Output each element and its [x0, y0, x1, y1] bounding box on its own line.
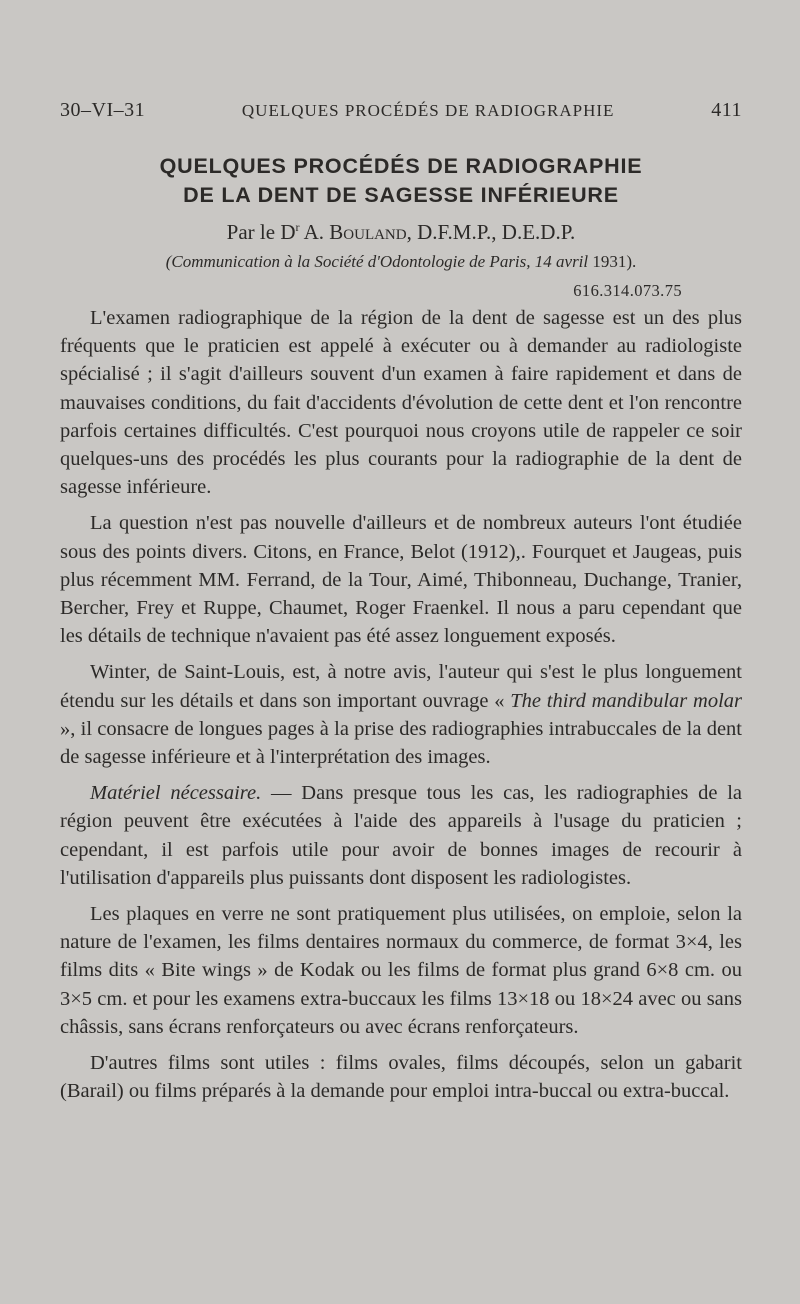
paragraph-4 — [60, 779, 742, 892]
article-title — [60, 152, 742, 210]
header-date: 30–VI–31 — [60, 99, 146, 121]
byline-prefix: Par le D — [226, 220, 296, 244]
communication-text: (Communication à la Société d'Odontologie de Paris, 14 avril — [165, 252, 589, 271]
paragraph-3 — [60, 658, 742, 771]
communication-note — [60, 252, 742, 272]
book-title: The third mandibular molar — [510, 689, 742, 712]
classification-code: 616.314.073.75 — [573, 281, 682, 300]
paragraph-4-text: — Dans presque tous les cas, les radiographies de la région peuvent être exécutées à l'aide des appareils à l'usage du praticien ; cependant, il est parfois utile pour avoir de bonnes images de recourir à l'utilisation d'appareils plus puissants dont disposent les radiologistes. — [60, 782, 742, 889]
paragraph-2: La question n'est pas nouvelle d'ailleurs et de nombreux auteurs l'ont étudiée sous des points divers. Citons, en France, Belot (1912),. Fourquet et Jaugeas, puis plus récemment MM. Ferrand, de la Tour, Aimé, Thibonneau, Duchange, Tranier, Bercher, Frey et Ruppe, Chaumet, Roger Fraenkel. Il nous a paru cependant que les détails de technique n'avaient pas été assez longuement exposés. — [60, 512, 742, 648]
running-header — [60, 99, 742, 122]
author-degrees: , D.F.M.P., D.E.D.P. — [406, 220, 576, 244]
page-number: 411 — [711, 99, 742, 121]
communication-year: 1931). — [588, 252, 637, 271]
paragraph-6: D'autres films sont utiles : films ovales, films découpés, selon un gabarit (Barail) ou films préparés à la demande pour emploi intra-buccal ou extra-buccal. — [60, 1052, 742, 1103]
paragraph-3-end: », il consacre de longues pages à la prise des radiographies intrabuccales de la dent de sagesse inférieure et à l'interprétation des images. — [60, 717, 742, 769]
paragraph-3-start: Winter, de Saint-Louis, est, à notre avis, l'auteur qui s'est le plus longuement étendu sur les détails et dans son important ouvrage « — [60, 661, 742, 712]
author-name: Bouland — [329, 220, 407, 244]
article-title-line-2: DE LA DENT DE SAGESSE INFÉRIEURE — [183, 183, 619, 207]
paragraph-5: Les plaques en verre ne sont pratiquement plus utilisées, on emploie, selon la nature de l'examen, les films dentaires normaux du commerce, de format 3×4, les films dits « Bite wings » de Kodak ou les films de format plus grand 6×8 cm. ou 3×5 cm. et pour les examens extra-buccaux les films 13×18 ou 18×24 avec ou sans châssis, sans écrans renforçateurs ou avec écrans renforçateurs. — [60, 903, 742, 1038]
byline-sup: r — [295, 220, 300, 234]
byline-initial: A. — [299, 220, 330, 244]
header-running-title: QUELQUES PROCÉDÉS DE RADIOGRAPHIE — [241, 101, 615, 120]
paragraph-1: L'examen radiographique de la région de la dent de sagesse est un des plus fréquents que le praticien est appelé à exécuter ou à demander au radiologiste spécialisé ; il s'agit d'ailleurs souvent d'un examen à faire rapidement et dans de mauvaises conditions, du fait d'accidents d'évolution de cette dent et l'on rencontre parfois certaines difficultés. C'est pourquoi nous croyons utile de rappeler ce soir quelques-uns des procédés les plus courants pour la radiographie de la dent de sagesse inférieure. — [60, 307, 742, 499]
article-body — [60, 304, 742, 1113]
section-heading-materiel: Matériel nécessaire. — [90, 782, 262, 805]
article-title-line-1: QUELQUES PROCÉDÉS DE RADIOGRAPHIE — [159, 154, 643, 178]
author-byline — [60, 220, 742, 245]
